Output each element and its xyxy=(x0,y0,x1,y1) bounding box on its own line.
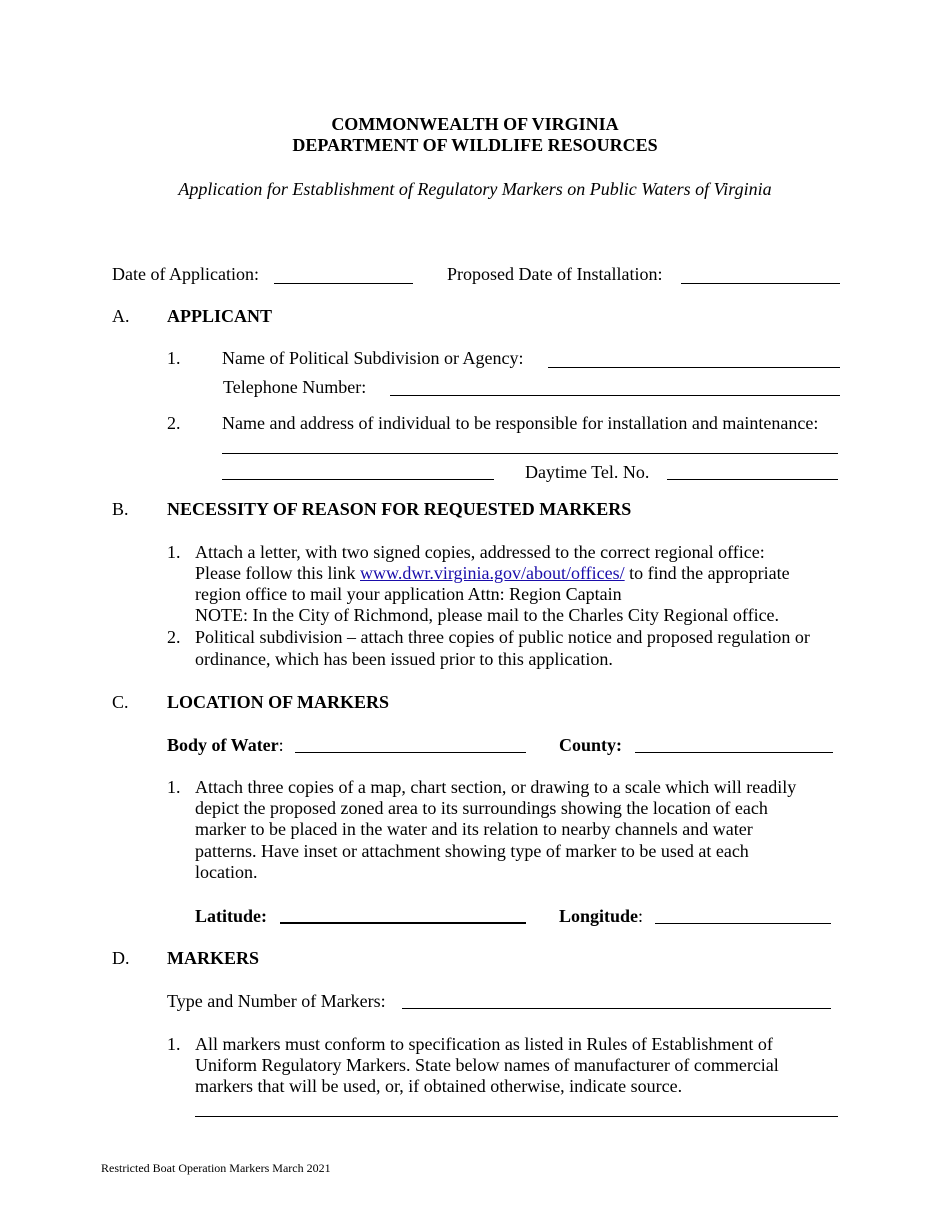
section-b-item-1-line-2 xyxy=(195,564,790,582)
responsible-individual-label: Name and address of individual to be responsible for installation and maintenance: xyxy=(222,413,819,433)
regional-offices-link[interactable]: www.dwr.virginia.gov/about/offices/ xyxy=(360,563,625,583)
longitude-label xyxy=(559,907,643,925)
body-of-water-label xyxy=(167,736,284,754)
agency-name-field[interactable] xyxy=(548,367,840,368)
date-of-application-label: Date of Application: xyxy=(112,264,259,284)
section-d-item-1-line: Uniform Regulatory Markers. State below names of manufacturer of commercial xyxy=(195,1055,779,1075)
section-c-title: LOCATION OF MARKERS xyxy=(167,692,390,712)
section-d-item-1-line: All markers must conform to specification as listed in Rules of Establishment of xyxy=(195,1034,773,1054)
section-b-item-1-line-1: Attach a letter, with two signed copies, addressed to the correct regional office: xyxy=(195,542,765,562)
latitude-label: Latitude: xyxy=(195,906,267,926)
header-line-1: COMMONWEALTH OF VIRGINIA xyxy=(331,114,619,134)
latitude-field[interactable] xyxy=(280,922,526,924)
daytime-tel-field[interactable] xyxy=(667,479,838,480)
section-c-item-1-line: Attach three copies of a map, chart section, or drawing to a scale which will readily xyxy=(195,777,797,797)
longitude-field[interactable] xyxy=(655,923,831,924)
manufacturer-field[interactable] xyxy=(195,1116,838,1117)
body-of-water-label-text: Body of Water xyxy=(167,735,279,755)
link-preface: Please follow this link xyxy=(195,563,360,583)
daytime-tel-label: Daytime Tel. No. xyxy=(525,462,650,482)
section-b-item-1-number: 1. xyxy=(167,542,181,562)
header-line-2: DEPARTMENT OF WILDLIFE RESOURCES xyxy=(292,135,658,155)
longitude-label-text: Longitude xyxy=(559,906,639,926)
section-b-title: NECESSITY OF REASON FOR REQUESTED MARKERS xyxy=(167,499,632,519)
section-c-item-1-number: 1. xyxy=(167,777,181,797)
section-b-item-2-line-1: Political subdivision – attach three copies of public notice and proposed regulation or xyxy=(195,627,810,647)
section-c-item-1-line: patterns. Have inset or attachment showing type of marker to be used at each xyxy=(195,841,749,861)
responsible-address-field[interactable] xyxy=(222,479,494,480)
footer-text: Restricted Boat Operation Markers March 2021 xyxy=(101,1161,331,1175)
responsible-individual-field[interactable] xyxy=(222,453,838,454)
section-a-letter: A. xyxy=(112,306,130,326)
telephone-label: Telephone Number: xyxy=(223,377,367,397)
section-a-item-1-number: 1. xyxy=(167,348,181,368)
section-b-item-1-note: NOTE: In the City of Richmond, please mail to the Charles City Regional office. xyxy=(195,605,780,625)
body-of-water-field[interactable] xyxy=(295,752,526,753)
county-label: County: xyxy=(559,735,623,755)
section-a-title: APPLICANT xyxy=(167,306,273,326)
section-d-letter: D. xyxy=(112,948,130,968)
body-of-water-colon: : xyxy=(278,735,284,755)
installation-date-label: Proposed Date of Installation: xyxy=(447,264,663,284)
section-b-item-2-line-2: ordinance, which has been issued prior to this application. xyxy=(195,649,613,669)
link-suffix: to find the appropriate xyxy=(624,563,790,583)
section-c-item-1-line: location. xyxy=(195,862,258,882)
section-b-letter: B. xyxy=(112,499,129,519)
section-b-item-2-number: 2. xyxy=(167,627,181,647)
section-d-item-1-number: 1. xyxy=(167,1034,181,1054)
section-d-item-1-line: markers that will be used, or, if obtained otherwise, indicate source. xyxy=(195,1076,683,1096)
telephone-field[interactable] xyxy=(390,395,840,396)
section-a-item-2-number: 2. xyxy=(167,413,181,433)
section-c-item-1-line: marker to be placed in the water and its relation to nearby channels and water xyxy=(195,819,753,839)
form-subtitle: Application for Establishment of Regulatory Markers on Public Waters of Virginia xyxy=(178,179,772,199)
agency-name-label: Name of Political Subdivision or Agency: xyxy=(222,348,524,368)
section-c-letter: C. xyxy=(112,692,129,712)
installation-date-field[interactable] xyxy=(681,283,840,284)
county-field[interactable] xyxy=(635,752,833,753)
section-d-title: MARKERS xyxy=(167,948,260,968)
marker-type-field[interactable] xyxy=(402,1008,831,1009)
marker-type-label: Type and Number of Markers: xyxy=(167,991,386,1011)
longitude-colon: : xyxy=(638,906,644,926)
section-c-item-1-line: depict the proposed zoned area to its surroundings showing the location of each xyxy=(195,798,768,818)
date-of-application-field[interactable] xyxy=(274,283,413,284)
section-b-item-1-line-3: region office to mail your application Attn: Region Captain xyxy=(195,584,622,604)
